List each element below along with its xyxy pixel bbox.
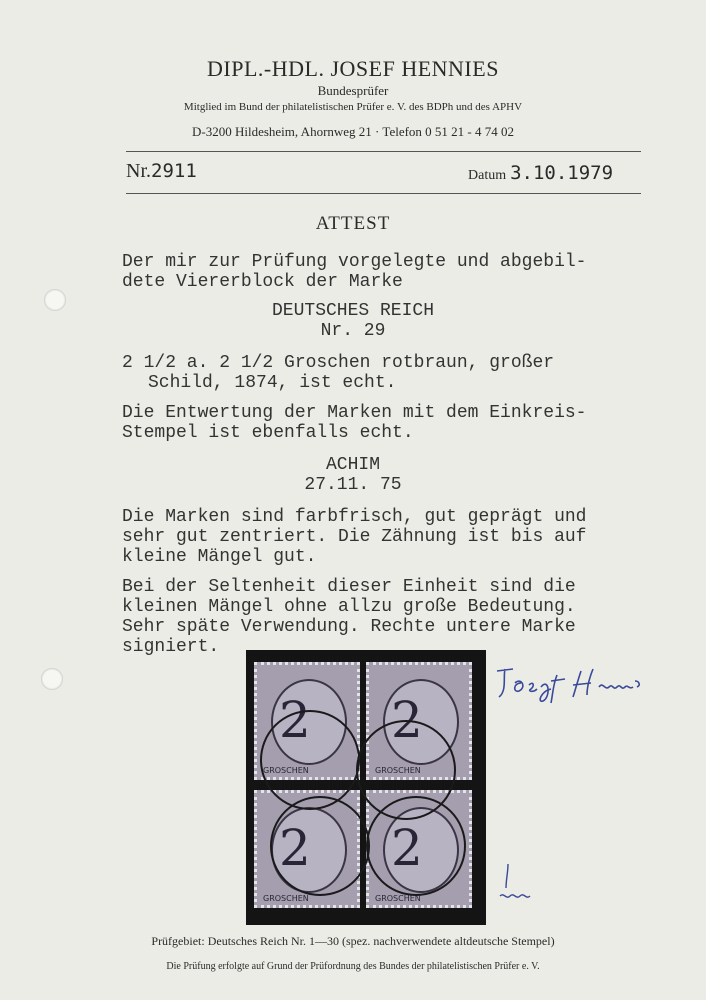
footer-test-area: Prüfgebiet: Deutsches Reich Nr. 1—30 (spez. nachverwendete altdeutsche Stempel) <box>151 934 555 948</box>
stamp: 2 GROSCHEN <box>366 662 472 780</box>
issue-number: Nr. 29 <box>320 321 386 341</box>
cancel-text-line: Stempel ist ebenfalls echt. <box>122 423 414 443</box>
certificate-number-label: Nr. <box>126 160 151 182</box>
stamp: 2 GROSCHEN <box>254 662 360 780</box>
remarks-line: Sehr späte Verwendung. Rechte untere Marke <box>122 617 576 637</box>
cancel-place: ACHIM <box>325 455 380 475</box>
issue-country: DEUTSCHES REICH <box>271 301 435 321</box>
date-value: 3.10.1979 <box>510 162 614 184</box>
stamp: 2 GROSCHEN <box>254 790 360 908</box>
punch-hole <box>41 668 63 690</box>
cancel-text-line: Die Entwertung der Marken mit dem Einkreis- <box>122 403 587 423</box>
intro-line: Der mir zur Prüfung vorgelegte und abgebil- <box>122 252 587 272</box>
initials <box>498 862 538 912</box>
certificate-number <box>126 160 197 183</box>
condition-line: sehr gut zentriert. Die Zähnung ist bis auf <box>122 527 587 547</box>
remarks-line: kleinen Mängel ohne allzu große Bedeutung. <box>122 597 576 617</box>
letterhead-membership: Mitglied im Bund der philatelistischen Prüfer e. V. des BDPh und des APHV <box>183 101 523 113</box>
letterhead-title: Bundesprüfer <box>317 83 389 98</box>
condition-line: Die Marken sind farbfrisch, gut geprägt und <box>122 507 587 527</box>
postmark <box>366 796 466 896</box>
stamp-block-photo <box>246 650 486 925</box>
condition-line: kleine Mängel gut. <box>122 547 317 567</box>
description-line: Schild, 1874, ist echt. <box>148 373 397 393</box>
remarks-line: signiert. <box>122 637 220 657</box>
intro-line: dete Viererblock der Marke <box>122 272 403 292</box>
date-label: Datum <box>468 168 507 183</box>
footer-note: Die Prüfung erfolgte auf Grund der Prüfordnung des Bundes der philatelistischen Prüfer e. V. <box>166 961 540 972</box>
divider <box>126 151 641 152</box>
postmark <box>270 796 370 896</box>
letterhead-address: D-3200 Hildesheim, Ahornweg 21 · Telefon 0 51 21 - 4 74 02 <box>192 124 514 139</box>
letterhead-name: DIPL.-HDL. JOSEF HENNIES <box>207 56 499 81</box>
attest-heading: ATTEST <box>315 213 391 234</box>
stamp: 2 GROSCHEN <box>366 790 472 908</box>
certificate-number-value: 2911 <box>151 160 197 182</box>
certificate-date <box>468 162 613 184</box>
divider <box>126 193 641 194</box>
description-line: 2 1/2 a. 2 1/2 Groschen rotbraun, großer <box>122 353 555 373</box>
signature <box>495 657 655 707</box>
cancel-date: 27.11. 75 <box>304 475 402 495</box>
remarks-line: Bei der Seltenheit dieser Einheit sind die <box>122 577 576 597</box>
postmark <box>260 710 360 810</box>
